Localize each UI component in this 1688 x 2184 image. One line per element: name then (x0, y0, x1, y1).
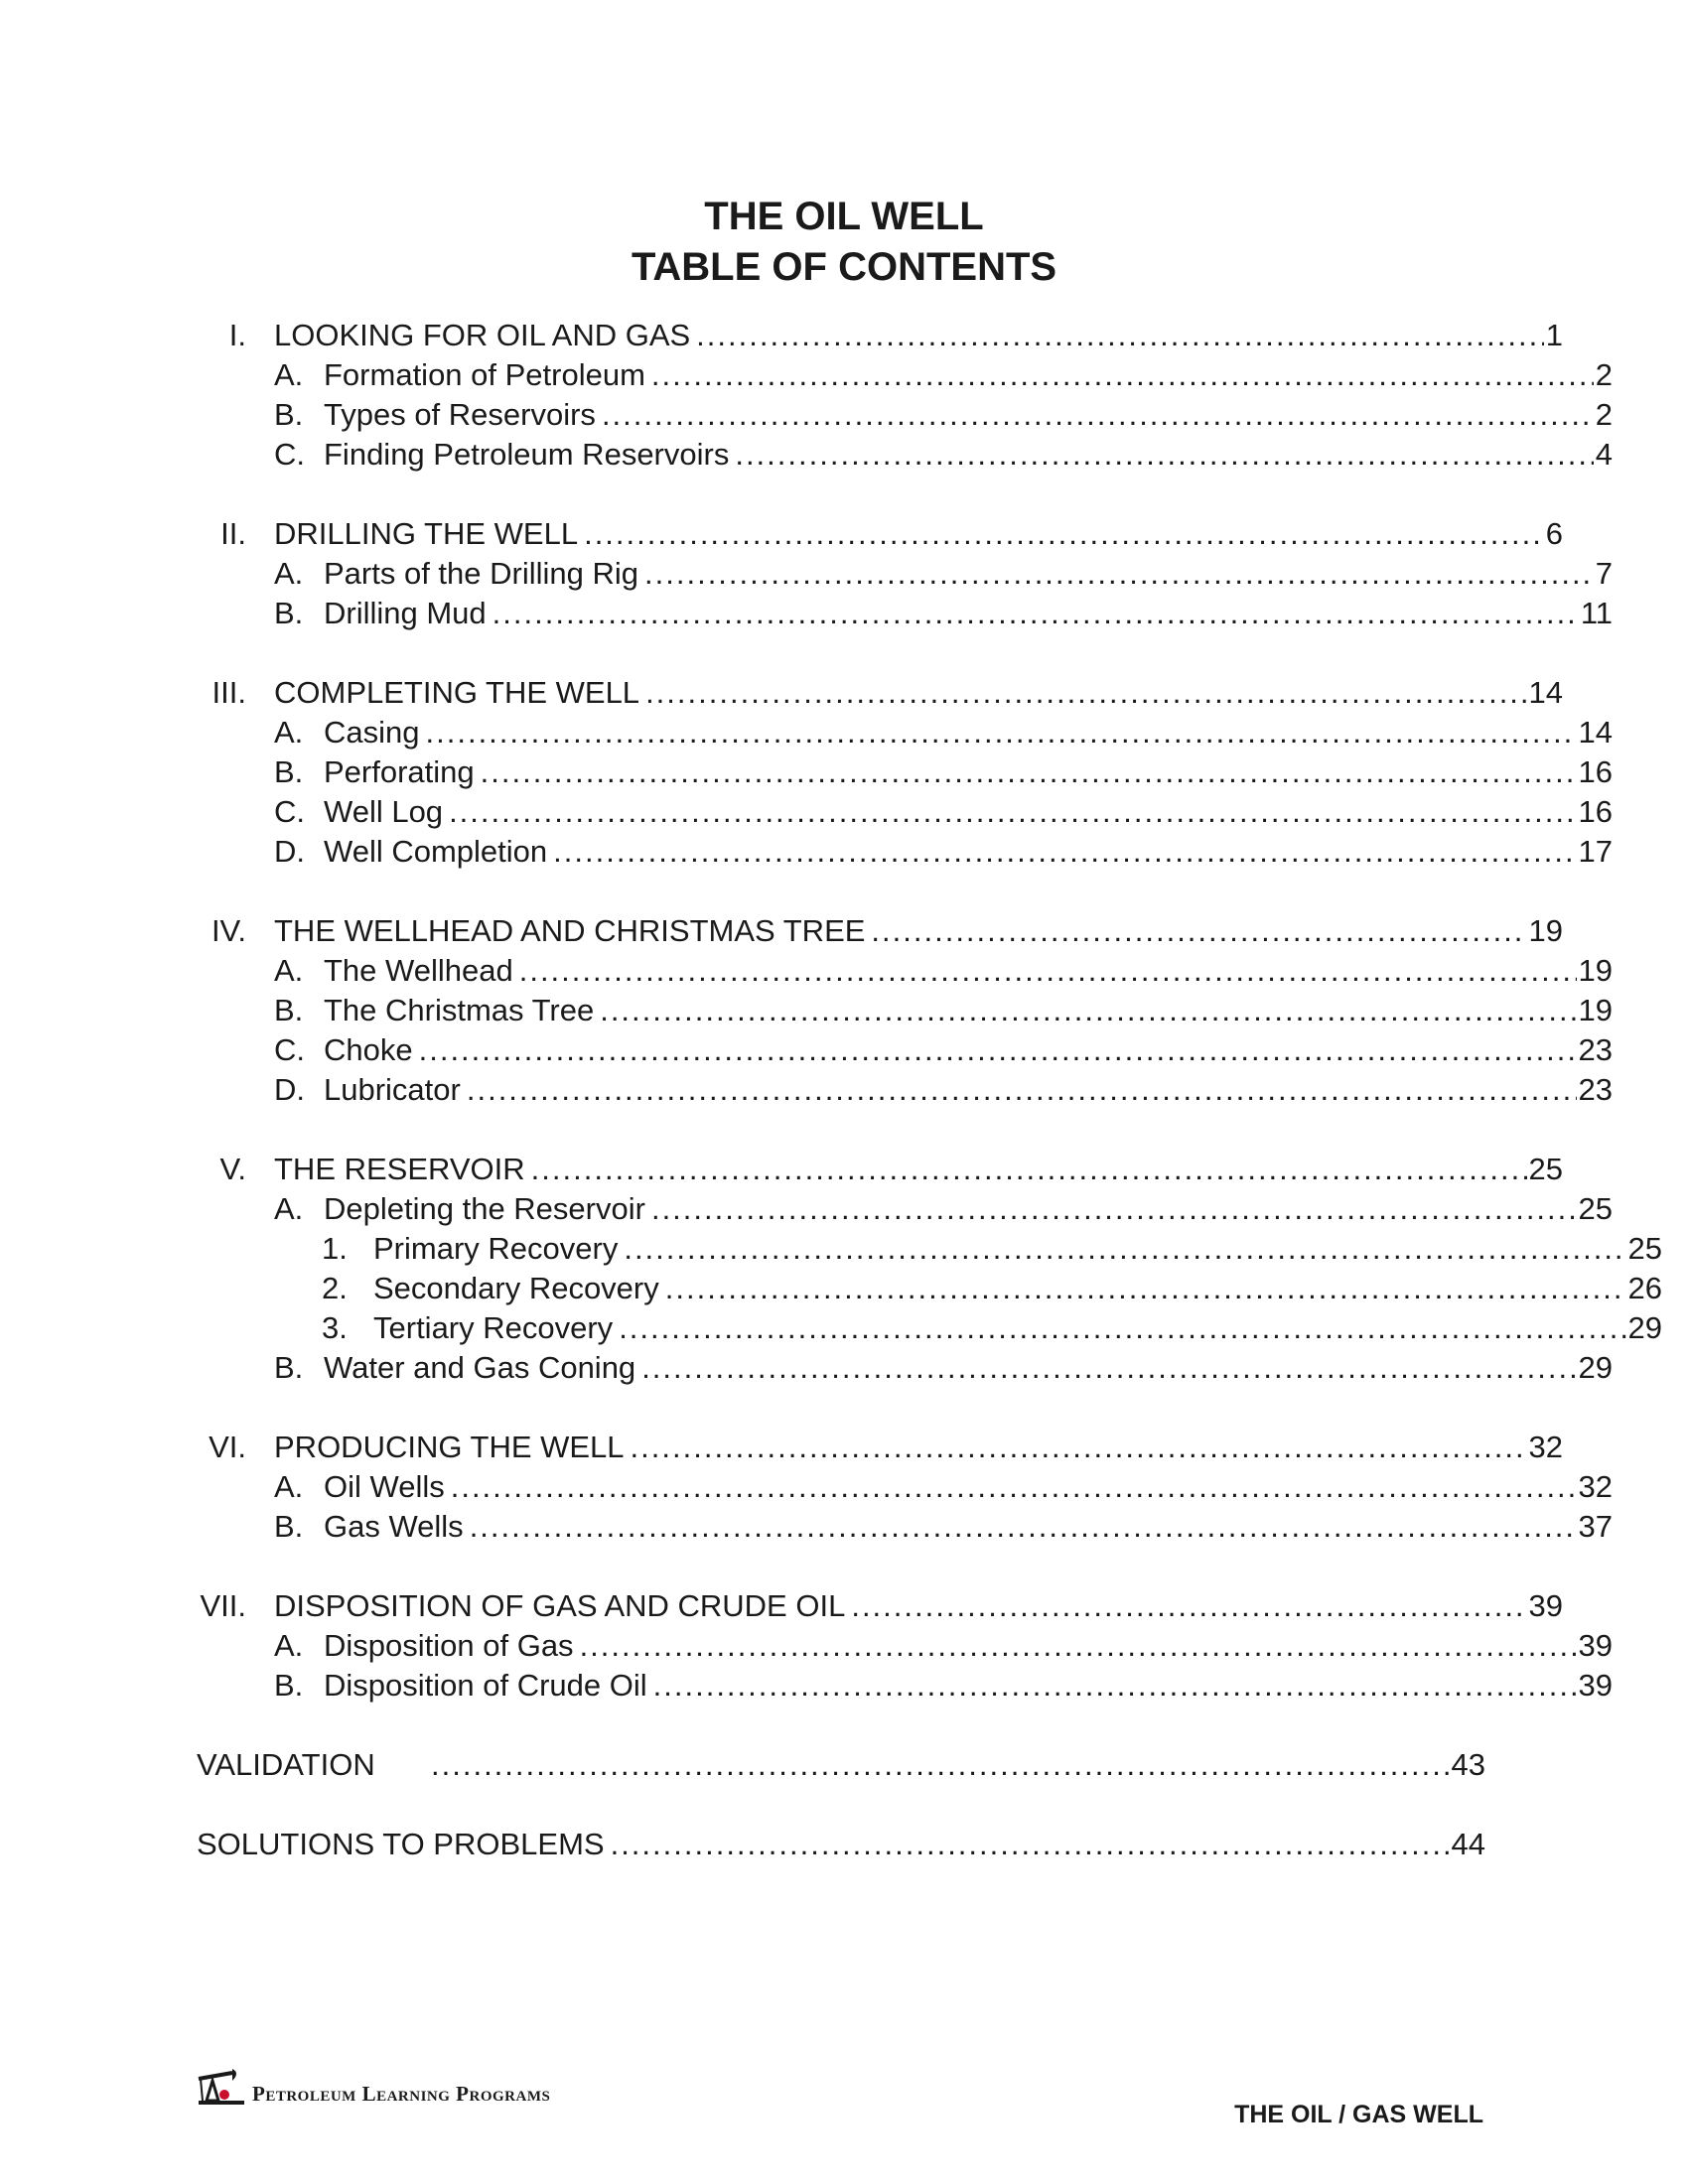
toc-section (197, 1586, 1613, 1706)
section-entry (197, 1586, 1563, 1626)
entry-marker: A. (274, 1191, 304, 1226)
entry-label: Perforating (324, 754, 475, 789)
entry-page-number: 43 (1451, 1747, 1485, 1782)
subsection-entry (197, 1666, 1613, 1706)
toc-section (197, 514, 1613, 633)
entry-marker: B. (274, 1668, 304, 1703)
subsection-entry (197, 951, 1613, 991)
entry-page-number: 16 (1578, 754, 1613, 789)
entry-label: The Wellhead (324, 953, 513, 988)
subsection-entry (197, 1030, 1613, 1070)
entry-page-number: 2 (1595, 357, 1613, 392)
entry-marker: 3. (322, 1310, 348, 1345)
entry-marker: B. (274, 1350, 304, 1385)
entry-label: Oil Wells (324, 1469, 445, 1504)
entry-page-number: 4 (1595, 437, 1613, 472)
table-of-contents (197, 316, 1662, 1904)
subsection-entry (197, 554, 1613, 594)
dot-leader (449, 794, 1576, 830)
dot-leader (519, 953, 1577, 989)
toc-section (197, 911, 1613, 1110)
entry-label: DRILLING THE WELL (274, 516, 579, 551)
dot-leader (644, 556, 1594, 592)
subsection-entry (197, 1626, 1613, 1666)
entry-marker: II. (220, 516, 246, 551)
dot-leader (584, 516, 1544, 552)
dot-leader (651, 1191, 1577, 1227)
entry-label: Formation of Petroleum (324, 357, 645, 392)
subsection-entry (197, 435, 1613, 475)
entry-label: Well Log (324, 794, 444, 829)
entry-marker: V. (219, 1152, 246, 1186)
entry-page-number: 25 (1578, 1191, 1613, 1226)
dot-leader (645, 675, 1526, 711)
entry-page-number: 6 (1545, 516, 1563, 551)
entry-marker: B. (274, 397, 304, 432)
dot-leader (481, 754, 1577, 790)
entry-marker: A. (274, 556, 304, 591)
entry-label: SOLUTIONS TO PROBLEMS (197, 1827, 605, 1861)
section-entry (197, 1150, 1563, 1189)
entry-page-number: 32 (1528, 1430, 1563, 1464)
entry-page-number: 37 (1578, 1509, 1613, 1544)
entry-marker: A. (274, 1628, 304, 1663)
entry-page-number: 2 (1595, 397, 1613, 432)
section-entry (197, 911, 1563, 951)
entry-page-number: 25 (1627, 1231, 1662, 1266)
document-subtitle: TABLE OF CONTENTS (631, 245, 1057, 289)
entry-marker: IV. (211, 913, 246, 948)
entry-page-number: 39 (1578, 1668, 1613, 1703)
dot-leader (631, 1430, 1527, 1465)
entry-page-number: 17 (1578, 834, 1613, 869)
dot-leader (419, 1032, 1577, 1068)
entry-label: Types of Reservoirs (324, 397, 596, 432)
entry-label: LOOKING FOR OIL AND GAS (274, 318, 691, 352)
pumpjack-icon (197, 2067, 246, 2107)
dot-leader (600, 993, 1576, 1028)
document-footer-title: THE OIL / GAS WELL (1234, 2101, 1483, 2128)
entry-page-number: 14 (1578, 715, 1613, 750)
entry-page-number: 23 (1578, 1032, 1613, 1067)
dot-leader (665, 1271, 1626, 1306)
entry-marker: D. (274, 834, 305, 869)
entry-marker: C. (274, 437, 305, 472)
subsection-entry (197, 832, 1613, 872)
dot-leader (696, 318, 1544, 353)
entry-label: PRODUCING THE WELL (274, 1430, 625, 1464)
entry-label: Finding Petroleum Reservoirs (324, 437, 730, 472)
entry-label: Secondary Recovery (373, 1271, 659, 1305)
entry-label: Disposition of Gas (324, 1628, 574, 1663)
entry-page-number: 29 (1578, 1350, 1613, 1385)
subsection-entry (197, 991, 1613, 1030)
entry-label: THE RESERVOIR (274, 1152, 525, 1186)
entry-marker: A. (274, 715, 304, 750)
entry-page-number: 1 (1545, 318, 1563, 352)
dot-leader (426, 715, 1577, 751)
entry-label: Drilling Mud (324, 596, 487, 630)
dot-leader (553, 834, 1576, 870)
section-entry (197, 514, 1563, 554)
entry-page-number: 25 (1528, 1152, 1563, 1186)
entry-page-number: 26 (1627, 1271, 1662, 1305)
entry-label: Gas Wells (324, 1509, 464, 1544)
section-entry (197, 673, 1563, 713)
dot-leader (531, 1152, 1527, 1187)
entry-marker: A. (274, 1469, 304, 1504)
entry-marker: D. (274, 1072, 305, 1107)
dot-leader (467, 1072, 1577, 1108)
subsubsection-entry (197, 1269, 1662, 1308)
toc-appendix (197, 1825, 1485, 1864)
subsection-entry (197, 594, 1613, 633)
entry-label: Water and Gas Coning (324, 1350, 636, 1385)
publisher-name: Petroleum Learning Programs (252, 2082, 551, 2106)
entry-marker: 1. (322, 1231, 348, 1266)
dot-leader (580, 1628, 1577, 1664)
dot-leader (651, 357, 1594, 393)
entry-page-number: 23 (1578, 1072, 1613, 1107)
dot-leader (641, 1350, 1576, 1386)
entry-page-number: 7 (1595, 556, 1613, 591)
entry-label: Casing (324, 715, 420, 750)
subsection-entry (197, 1507, 1613, 1547)
toc-appendix (197, 1745, 1485, 1785)
dot-leader (653, 1668, 1577, 1704)
entry-marker: C. (274, 1032, 305, 1067)
toc-section (197, 1428, 1613, 1547)
entry-marker: III. (211, 675, 246, 710)
entry-label: Disposition of Crude Oil (324, 1668, 647, 1703)
entry-label: Depleting the Reservoir (324, 1191, 645, 1226)
entry-label: COMPLETING THE WELL (274, 675, 640, 710)
entry-page-number: 29 (1627, 1310, 1662, 1345)
dot-leader (602, 397, 1594, 433)
entry-label: Choke (324, 1032, 413, 1067)
entry-label: Parts of the Drilling Rig (324, 556, 639, 591)
subsection-entry (197, 1348, 1613, 1388)
entry-marker: B. (274, 993, 304, 1027)
entry-label: Primary Recovery (373, 1231, 619, 1266)
entry-marker: I. (228, 318, 246, 352)
entry-page-number: 19 (1578, 993, 1613, 1027)
entry-page-number: 39 (1578, 1628, 1613, 1663)
validation-entry (197, 1745, 1485, 1785)
dot-leader (619, 1310, 1625, 1346)
entry-page-number: 32 (1578, 1469, 1613, 1504)
entry-marker: A. (274, 357, 304, 392)
dot-leader (451, 1469, 1577, 1505)
subsection-entry (197, 752, 1613, 792)
entry-label: The Christmas Tree (324, 993, 595, 1027)
subsection-entry (197, 1070, 1613, 1110)
entry-label: Tertiary Recovery (373, 1310, 614, 1345)
entry-marker: A. (274, 953, 304, 988)
dot-leader (851, 1588, 1526, 1624)
entry-marker: 2. (322, 1271, 348, 1305)
entry-marker: B. (274, 1509, 304, 1544)
dot-leader (492, 596, 1579, 631)
entry-page-number: 16 (1578, 794, 1613, 829)
dot-leader (871, 913, 1526, 949)
subsection-entry (197, 355, 1613, 395)
subsection-entry (197, 1189, 1613, 1229)
entry-label: DISPOSITION OF GAS AND CRUDE OIL (274, 1588, 846, 1623)
entry-page-number: 19 (1528, 913, 1563, 948)
entry-page-number: 39 (1528, 1588, 1563, 1623)
publisher-logo (197, 2067, 550, 2107)
dot-leader (611, 1827, 1450, 1862)
dot-leader (624, 1231, 1625, 1267)
toc-section (197, 316, 1613, 475)
dot-leader (470, 1509, 1577, 1545)
entry-marker: B. (274, 596, 304, 630)
subsection-entry (197, 713, 1613, 752)
entry-page-number: 11 (1580, 596, 1613, 630)
entry-marker: VI. (209, 1430, 246, 1464)
subsection-entry (197, 1467, 1613, 1507)
entry-label: Well Completion (324, 834, 548, 869)
document-title: THE OIL WELL (704, 195, 984, 238)
entry-page-number: 19 (1578, 953, 1613, 988)
entry-label: THE WELLHEAD AND CHRISTMAS TREE (274, 913, 866, 948)
section-entry (197, 316, 1563, 355)
entry-marker: VII. (200, 1588, 246, 1623)
subsubsection-entry (197, 1308, 1662, 1348)
subsection-entry (197, 395, 1613, 435)
entry-label: VALIDATION (197, 1747, 375, 1782)
dot-leader (735, 437, 1593, 473)
entry-page-number: 44 (1451, 1827, 1485, 1861)
dot-leader (431, 1747, 1450, 1783)
toc-section (197, 1150, 1662, 1388)
entry-marker: B. (274, 754, 304, 789)
section-entry (197, 1428, 1563, 1467)
toc-section (197, 673, 1613, 872)
solutions-entry (197, 1825, 1485, 1864)
entry-marker: C. (274, 794, 305, 829)
entry-page-number: 14 (1528, 675, 1563, 710)
subsubsection-entry (197, 1229, 1662, 1269)
entry-label: Lubricator (324, 1072, 461, 1107)
subsection-entry (197, 792, 1613, 832)
